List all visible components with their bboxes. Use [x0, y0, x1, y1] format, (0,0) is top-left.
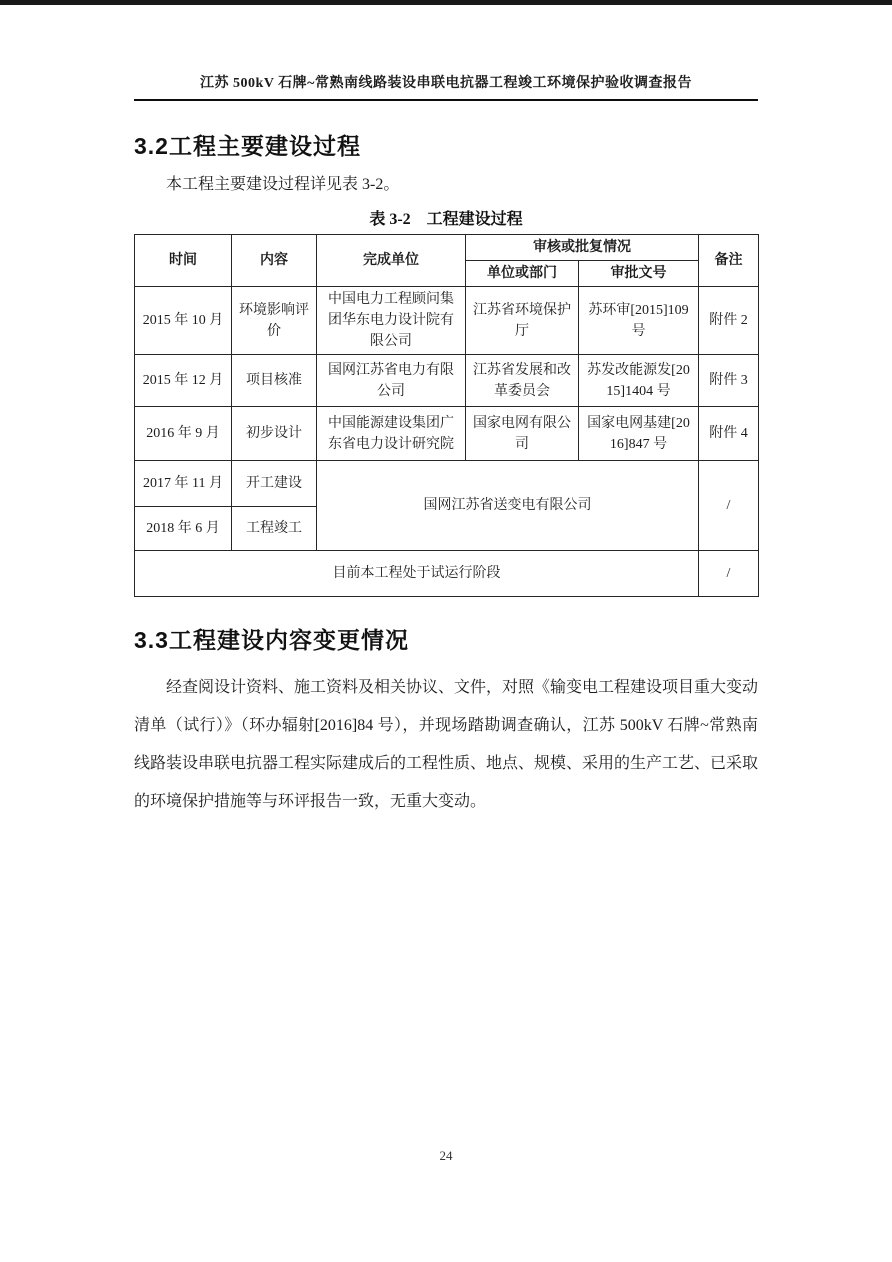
cell-time: 2016 年 9 月 [135, 407, 232, 461]
cell-dept: 江苏省环境保护厅 [466, 287, 579, 355]
running-header-title: 江苏 500kV 石牌~常熟南线路装设串联电抗器工程竣工环境保护验收调查报告 [200, 76, 692, 91]
section-3-2-intro: 本工程主要建设过程详见表 3-2。 [166, 176, 400, 193]
header-rule [134, 99, 758, 101]
col-header-dept: 单位或部门 [466, 261, 579, 287]
cell-time: 2018 年 6 月 [135, 507, 232, 551]
cell-note: 附件 4 [699, 407, 759, 461]
cell-doc-no: 苏发改能源发[2015]1404 号 [579, 355, 699, 407]
col-header-review: 审核或批复情况 [466, 235, 699, 261]
cell-merged-note: / [699, 461, 759, 551]
table-status-row [135, 551, 759, 597]
table-caption: 表 3-2 工程建设过程 [369, 211, 523, 228]
cell-content: 开工建设 [232, 461, 317, 507]
cell-time: 2017 年 11 月 [135, 461, 232, 507]
col-header-content: 内容 [232, 235, 317, 287]
col-header-unit: 完成单位 [317, 235, 466, 287]
cell-doc-no: 国家电网基建[2016]847 号 [579, 407, 699, 461]
cell-content: 环境影响评价 [232, 287, 317, 355]
cell-merged-unit: 国网江苏省送变电有限公司 [317, 461, 699, 551]
cell-note: 附件 2 [699, 287, 759, 355]
table-header-row-1 [135, 235, 759, 261]
table-row [135, 355, 759, 407]
cell-note: 附件 3 [699, 355, 759, 407]
cell-content: 项目核准 [232, 355, 317, 407]
cell-dept: 国家电网有限公司 [466, 407, 579, 461]
page-content [134, 0, 758, 821]
table-row [135, 407, 759, 461]
section-3-3-heading: 3.3工程建设内容变更情况 [134, 627, 409, 653]
construction-process-table [134, 234, 759, 597]
section-3-3-paragraph: 经查阅设计资料、施工资料及相关协议、文件，对照《输变电工程建设项目重大变动清单（试行）》（环办辐射[2016]84 号），并现场踏勘调查确认，江苏 500kV 石牌~常熟南线路装设串联电抗器工程实际建成后的工程性质、地点、规模、采用的生产工艺、已采取的环境保护措施等与环评报告一致，无重大变动。 [134, 679, 759, 810]
cell-unit: 中国能源建设集团广东省电力设计研究院 [317, 407, 466, 461]
page-number: 24 [439, 1148, 453, 1163]
cell-time: 2015 年 10 月 [135, 287, 232, 355]
table-row [135, 461, 759, 507]
cell-content: 工程竣工 [232, 507, 317, 551]
cell-unit: 中国电力工程顾问集团华东电力设计院有限公司 [317, 287, 466, 355]
col-header-doc-no: 审批文号 [579, 261, 699, 287]
cell-time: 2015 年 12 月 [135, 355, 232, 407]
table-row [135, 287, 759, 355]
col-header-time: 时间 [135, 235, 232, 287]
col-header-note: 备注 [699, 235, 759, 287]
section-3-2-heading: 3.2工程主要建设过程 [134, 133, 361, 159]
cell-status-note: / [699, 551, 759, 597]
cell-dept: 江苏省发展和改革委员会 [466, 355, 579, 407]
cell-content: 初步设计 [232, 407, 317, 461]
cell-unit: 国网江苏省电力有限公司 [317, 355, 466, 407]
cell-status-text: 目前本工程处于试运行阶段 [135, 551, 699, 597]
cell-doc-no: 苏环审[2015]109 号 [579, 287, 699, 355]
